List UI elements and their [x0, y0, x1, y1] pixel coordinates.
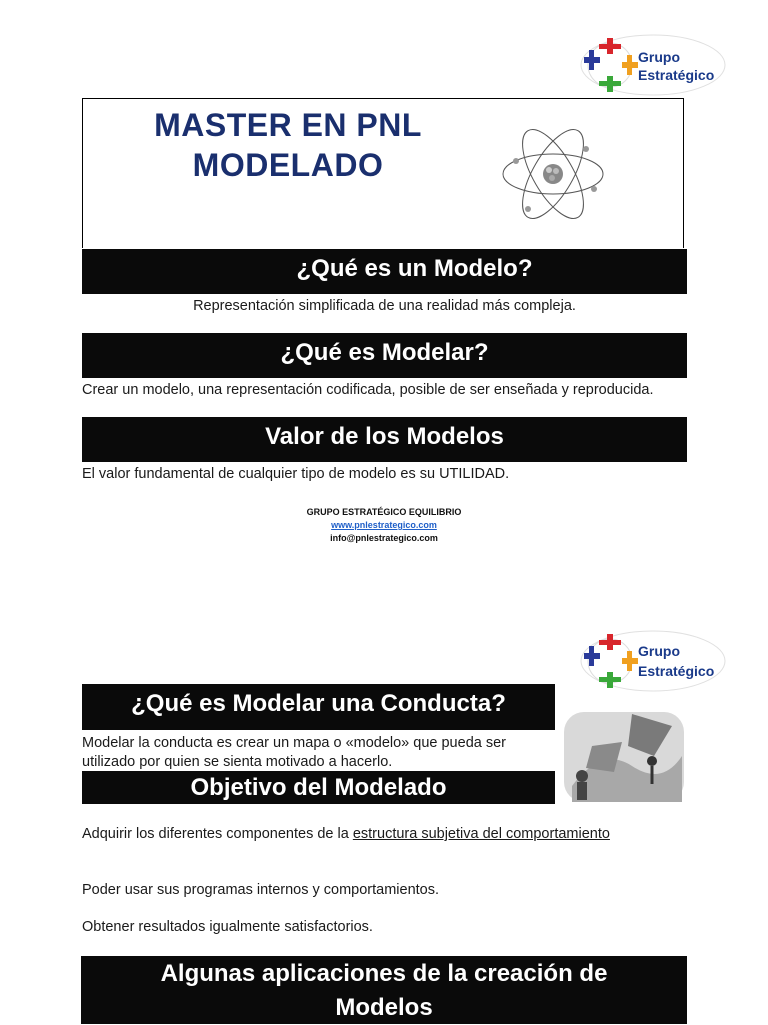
grupo-estrategico-logo-2 [580, 630, 726, 692]
footer-website-link[interactable]: www.pnlestrategico.com [331, 520, 437, 530]
footer [0, 506, 768, 545]
objetivo-item-3: Obtener resultados igualmente satisfactorios. [82, 919, 373, 935]
modelo-text: Representación simplificada de una realidad más compleja. [193, 298, 576, 314]
conducta-text: Modelar la conducta es crear un mapa o «modelo» que pueda ser utilizado por quien se sienta motivado a hacerlo. [82, 735, 506, 770]
valor-heading: Valor de los Modelos [82, 417, 687, 462]
objetivo-item-1-prefix: Adquirir los diferentes componentes de la [82, 826, 353, 842]
modelar-heading: ¿Qué es Modelar? [82, 333, 687, 378]
aplicaciones-heading-line1: Algunas aplicaciones de la creación de [160, 960, 608, 987]
footer-email: info@pnlestrategico.com [330, 533, 438, 543]
logo-text-line2: Estratégico [638, 67, 715, 83]
footer-org: GRUPO ESTRATÉGICO EQUILIBRIO [306, 507, 462, 517]
atom-icon [498, 119, 608, 229]
logo-text-line1: Grupo [638, 643, 680, 659]
title-box [82, 98, 684, 248]
logo-mark-icon [580, 630, 726, 692]
logo-text-line2: Estratégico [638, 663, 715, 679]
objetivo-heading: Objetivo del Modelado [82, 771, 555, 804]
aplicaciones-heading [81, 956, 687, 1024]
modelo-heading: ¿Qué es un Modelo? [82, 249, 687, 294]
logo-text-line1: Grupo [638, 49, 680, 65]
title-line2: MODELADO [192, 147, 384, 183]
objetivo-item-2: Poder usar sus programas internos y comportamientos. [82, 882, 440, 898]
title-line1: MASTER EN PNL [154, 107, 422, 143]
modelar-text: Crear un modelo, una representación codificada, posible de ser enseñada y reproducida. [82, 382, 654, 398]
conducta-heading: ¿Qué es Modelar una Conducta? [82, 684, 555, 730]
modeling-illustration-icon [562, 706, 688, 806]
objetivo-item-1 [82, 825, 686, 844]
grupo-estrategico-logo [580, 34, 726, 96]
objetivo-item-1-underlined: estructura subjetiva del comportamiento [352, 826, 610, 842]
valor-text: El valor fundamental de cualquier tipo de modelo es su UTILIDAD. [82, 466, 510, 482]
aplicaciones-heading-line2: Modelos [335, 994, 433, 1021]
